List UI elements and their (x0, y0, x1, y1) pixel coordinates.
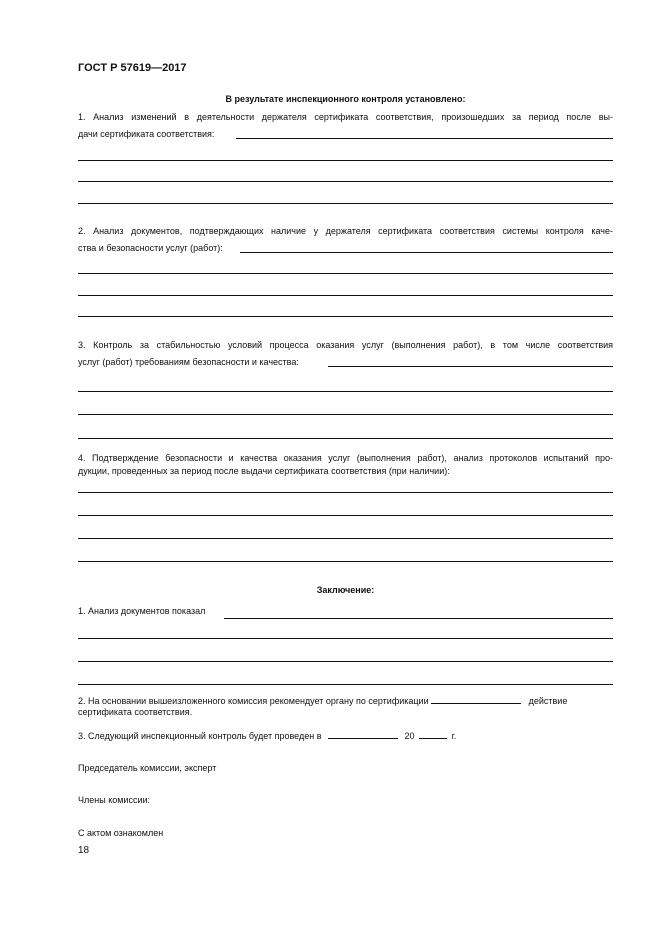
item-2-line-1: 2. Анализ документов, подтверждающих наличие у держателя сертификата соответствия системы контроля каче- (78, 226, 613, 236)
fill-line[interactable] (78, 203, 613, 204)
conclusion-item-3 (78, 729, 456, 741)
fill-line[interactable] (78, 538, 613, 539)
item-4-line-1: 4. Подтверждение безопасности и качества оказания услуг (выполнения работ), анализ протоколов испытаний про- (78, 453, 613, 463)
conclusion-item-2-text: 2. На основании вышеизложенного комиссия рекомендует органу по сертификации (78, 696, 429, 706)
document-header: ГОСТ Р 57619—2017 (78, 62, 187, 74)
fill-line[interactable] (78, 181, 613, 182)
fill-line[interactable] (328, 366, 613, 367)
fill-blank[interactable] (431, 694, 521, 704)
year-suffix: г. (451, 731, 457, 741)
fill-line[interactable] (78, 391, 613, 392)
item-1-line-1: 1. Анализ изменений в деятельности держателя сертификата соответствия, произошедших за период после вы- (78, 112, 613, 122)
date-blank[interactable] (328, 729, 398, 739)
conclusion-item-2-line-2: сертификата соответствия. (78, 707, 193, 717)
fill-line[interactable] (78, 273, 613, 274)
fill-line[interactable] (78, 661, 613, 662)
fill-line[interactable] (78, 438, 613, 439)
fill-line[interactable] (224, 618, 613, 619)
fill-line[interactable] (78, 515, 613, 516)
fill-line[interactable] (78, 160, 613, 161)
chairman-label: Председатель комиссии, эксперт (78, 763, 217, 773)
members-label: Члены комиссии: (78, 795, 151, 805)
fill-line[interactable] (236, 138, 613, 139)
fill-line[interactable] (78, 561, 613, 562)
page-number: 18 (78, 845, 90, 856)
conclusion-title: Заключение: (316, 585, 375, 595)
item-2-line-2: ства и безопасности услуг (работ): (78, 243, 223, 253)
item-1-line-2: дачи сертификата соответствия: (78, 129, 215, 139)
item-3-line-1: 3. Контроль за стабильностью условий процесса оказания услуг (выполнения работ), в том числе соответствия (78, 340, 613, 350)
conclusion-item-2 (78, 694, 613, 706)
item-4-line-2: дукции, проведенных за период после выдачи сертификата соответствия (при наличии): (78, 466, 450, 476)
fill-line[interactable] (78, 414, 613, 415)
year-prefix: 20 (404, 731, 415, 741)
acknowledged-label: С актом ознакомлен (78, 828, 164, 838)
conclusion-item-2-suffix: действие (528, 696, 568, 706)
fill-line[interactable] (78, 295, 613, 296)
fill-line[interactable] (78, 492, 613, 493)
conclusion-item-3-text: 3. Следующий инспекционный контроль будет проведен в (78, 731, 322, 741)
section-title: В результате инспекционного контроля установлено: (225, 94, 466, 104)
fill-line[interactable] (78, 316, 613, 317)
year-blank[interactable] (419, 729, 447, 739)
fill-line[interactable] (78, 684, 613, 685)
item-3-line-2: услуг (работ) требованиям безопасности и качества: (78, 357, 299, 367)
conclusion-item-1: 1. Анализ документов показал (78, 606, 206, 616)
fill-line[interactable] (240, 252, 613, 253)
fill-line[interactable] (78, 638, 613, 639)
